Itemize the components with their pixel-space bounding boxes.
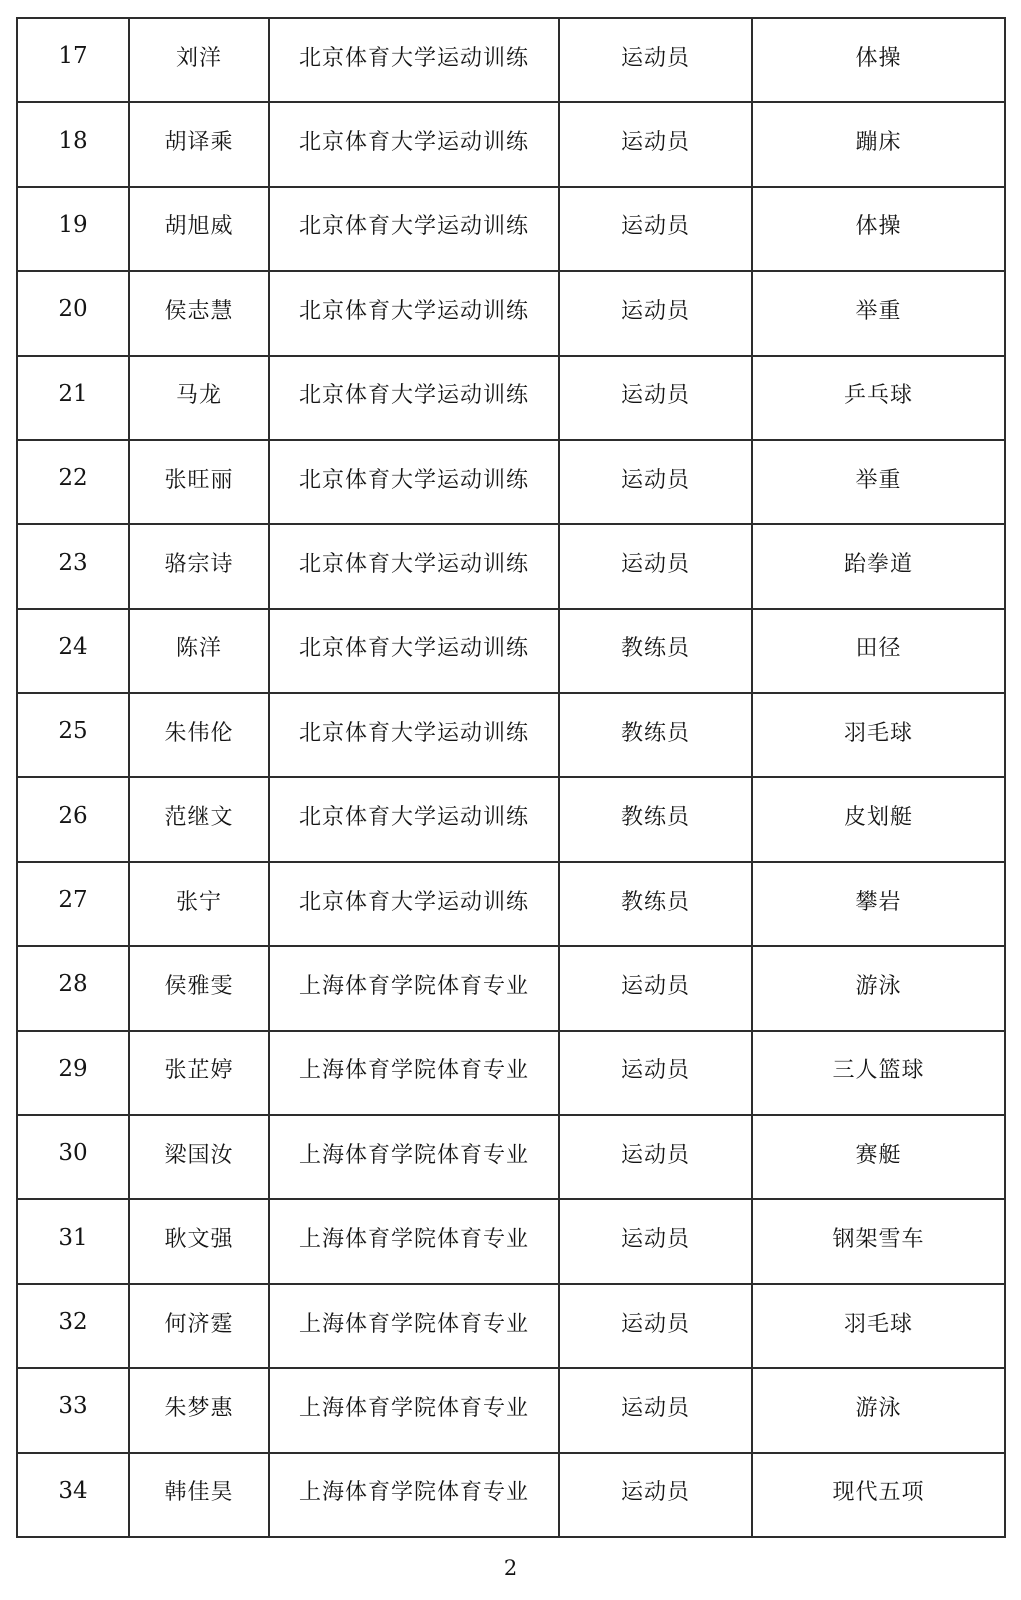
cell-school: 北京体育大学运动训练 (270, 103, 560, 187)
cell-name: 马龙 (130, 357, 270, 441)
cell-sport: 体操 (753, 19, 1006, 103)
cell-name: 骆宗诗 (130, 525, 270, 609)
table-row (18, 272, 1006, 356)
cell-sport: 羽毛球 (753, 1285, 1006, 1369)
cell-role: 运动员 (560, 1032, 753, 1116)
cell-name: 胡旭威 (130, 188, 270, 272)
cell-school: 上海体育学院体育专业 (270, 1454, 560, 1538)
cell-school: 上海体育学院体育专业 (270, 1200, 560, 1284)
cell-school: 北京体育大学运动训练 (270, 525, 560, 609)
cell-sport: 蹦床 (753, 103, 1006, 187)
table-row (18, 1285, 1006, 1369)
cell-school: 上海体育学院体育专业 (270, 1285, 560, 1369)
cell-role: 教练员 (560, 778, 753, 862)
cell-role: 运动员 (560, 1454, 753, 1538)
cell-name: 梁国汝 (130, 1116, 270, 1200)
cell-role: 运动员 (560, 441, 753, 525)
cell-sport: 赛艇 (753, 1116, 1006, 1200)
cell-role: 运动员 (560, 19, 753, 103)
table-row (18, 441, 1006, 525)
cell-sport: 体操 (753, 188, 1006, 272)
cell-no: 22 (18, 441, 130, 525)
cell-sport: 羽毛球 (753, 694, 1006, 778)
cell-sport: 现代五项 (753, 1454, 1006, 1538)
cell-name: 侯雅雯 (130, 947, 270, 1031)
table-row (18, 778, 1006, 862)
cell-no: 30 (18, 1116, 130, 1200)
table-row (18, 1369, 1006, 1453)
table-row (18, 1454, 1006, 1538)
cell-sport: 皮划艇 (753, 778, 1006, 862)
cell-role: 教练员 (560, 863, 753, 947)
cell-name: 胡译乘 (130, 103, 270, 187)
cell-school: 北京体育大学运动训练 (270, 188, 560, 272)
cell-role: 运动员 (560, 947, 753, 1031)
cell-no: 23 (18, 525, 130, 609)
cell-name: 韩佳昊 (130, 1454, 270, 1538)
cell-sport: 游泳 (753, 947, 1006, 1031)
cell-school: 北京体育大学运动训练 (270, 863, 560, 947)
cell-role: 运动员 (560, 272, 753, 356)
cell-name: 张宁 (130, 863, 270, 947)
cell-name: 刘洋 (130, 19, 270, 103)
table-row (18, 1200, 1006, 1284)
cell-name: 张旺丽 (130, 441, 270, 525)
table-row (18, 947, 1006, 1031)
cell-sport: 举重 (753, 441, 1006, 525)
cell-no: 27 (18, 863, 130, 947)
cell-school: 北京体育大学运动训练 (270, 610, 560, 694)
cell-role: 教练员 (560, 694, 753, 778)
table-row (18, 357, 1006, 441)
cell-role: 运动员 (560, 188, 753, 272)
cell-school: 北京体育大学运动训练 (270, 19, 560, 103)
cell-role: 运动员 (560, 525, 753, 609)
cell-school: 北京体育大学运动训练 (270, 272, 560, 356)
cell-no: 28 (18, 947, 130, 1031)
cell-school: 北京体育大学运动训练 (270, 778, 560, 862)
cell-no: 19 (18, 188, 130, 272)
cell-sport: 三人篮球 (753, 1032, 1006, 1116)
cell-role: 运动员 (560, 1369, 753, 1453)
cell-role: 教练员 (560, 610, 753, 694)
page-number: 2 (503, 1556, 518, 1580)
cell-no: 24 (18, 610, 130, 694)
table-row (18, 188, 1006, 272)
cell-no: 20 (18, 272, 130, 356)
cell-sport: 游泳 (753, 1369, 1006, 1453)
cell-name: 范继文 (130, 778, 270, 862)
cell-sport: 钢架雪车 (753, 1200, 1006, 1284)
cell-sport: 乒乓球 (753, 357, 1006, 441)
roster-table (16, 17, 1006, 1538)
cell-role: 运动员 (560, 103, 753, 187)
cell-role: 运动员 (560, 1116, 753, 1200)
table-row (18, 610, 1006, 694)
table-row (18, 694, 1006, 778)
cell-no: 31 (18, 1200, 130, 1284)
table-row (18, 525, 1006, 609)
cell-school: 上海体育学院体育专业 (270, 1032, 560, 1116)
cell-name: 侯志慧 (130, 272, 270, 356)
cell-no: 34 (18, 1454, 130, 1538)
cell-role: 运动员 (560, 1285, 753, 1369)
cell-no: 33 (18, 1369, 130, 1453)
cell-name: 朱伟伦 (130, 694, 270, 778)
table-row (18, 1116, 1006, 1200)
cell-no: 29 (18, 1032, 130, 1116)
cell-school: 上海体育学院体育专业 (270, 1116, 560, 1200)
cell-no: 18 (18, 103, 130, 187)
cell-sport: 田径 (753, 610, 1006, 694)
cell-sport: 攀岩 (753, 863, 1006, 947)
table-row (18, 19, 1006, 103)
cell-role: 运动员 (560, 357, 753, 441)
cell-school: 北京体育大学运动训练 (270, 694, 560, 778)
cell-no: 25 (18, 694, 130, 778)
cell-no: 26 (18, 778, 130, 862)
cell-sport: 跆拳道 (753, 525, 1006, 609)
cell-no: 21 (18, 357, 130, 441)
cell-school: 上海体育学院体育专业 (270, 947, 560, 1031)
table-row (18, 863, 1006, 947)
table-row (18, 103, 1006, 187)
cell-name: 朱梦惠 (130, 1369, 270, 1453)
cell-sport: 举重 (753, 272, 1006, 356)
cell-no: 32 (18, 1285, 130, 1369)
cell-school: 上海体育学院体育专业 (270, 1369, 560, 1453)
cell-name: 何济霆 (130, 1285, 270, 1369)
cell-school: 北京体育大学运动训练 (270, 357, 560, 441)
table-row (18, 1032, 1006, 1116)
cell-role: 运动员 (560, 1200, 753, 1284)
cell-name: 陈洋 (130, 610, 270, 694)
cell-school: 北京体育大学运动训练 (270, 441, 560, 525)
cell-name: 张芷婷 (130, 1032, 270, 1116)
cell-no: 17 (18, 19, 130, 103)
cell-name: 耿文强 (130, 1200, 270, 1284)
